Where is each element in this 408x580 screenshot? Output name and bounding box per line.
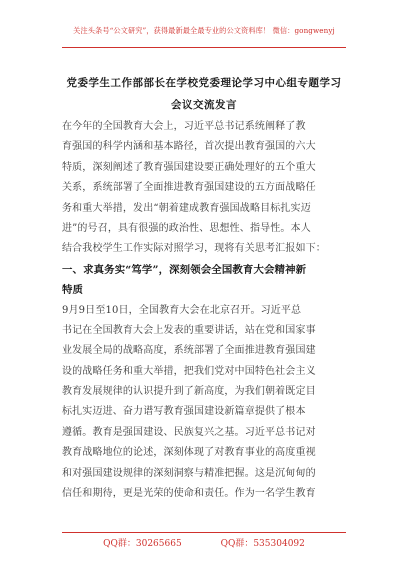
body-text-line: 书记在全国教育大会上发表的重要讲话，站在党和国家事 [62,324,316,336]
document-title-line-1: 党委学生工作部部长在学校党委理论学习中心组专题学习 [66,77,342,89]
document-body [62,117,350,504]
footer-qq-group-1: QQ群：30265665 [103,539,182,549]
body-text-line: 标扎实迈进、奋力谱写教育强国建设新篇章提供了根本 [62,406,306,418]
header-promo-note: 关注头条号“公文研究”，获得最新最全最专业的公文资料库！ 微信：gongwenyj [73,26,335,35]
body-text-line: 进”的号召，具有很强的政治性、思想性、指导性。本人 [62,222,311,234]
body-text-line: 特质，深刻阐述了教育强国建设要正确处理好的五个重大 [62,161,316,173]
body-text-line: 教育发展规律的认识提升到了新高度，为我们朝着既定目 [62,386,316,398]
footer [0,536,408,549]
body-text-line: 教育战略地位的论述，深刻体现了对教育事业的高度重视 [62,447,316,459]
body-text-line: 和对强国建设规律的深刻洞察与精准把握。这是沉甸甸的 [62,467,316,479]
body-text-line: 遵循。教育是强国建设、民族复兴之基。习近平总书记对 [62,426,316,438]
footer-divider [62,532,346,533]
body-text-line: 9月9日至10日，全国教育大会在北京召开。习近平总 [62,304,302,316]
body-text-line: 育强国的科学内涵和基本路径，首次提出教育强国的六大 [62,141,316,153]
footer-qq-group-2: QQ群：535304092 [220,539,305,549]
body-text-line: 关系，系统部署了全面推进教育强国建设的五方面战略任 [62,182,316,194]
body-text-line: 业发展全局的战略高度，系统部署了全面推进教育强国建 [62,345,316,357]
body-text-line: 设的战略任务和重大举措，把我们党对中国特色社会主义 [62,365,316,377]
section-heading-line: 一、求真务实“笃学”，深刻领会全国教育大会精神新 [62,263,307,276]
document-title-line-2: 会议交流发言 [171,99,237,111]
section-heading-line: 特质 [62,284,84,297]
header-divider [62,47,346,48]
body-text-line: 务和重大举措，发出“朝着建成教育强国战略目标扎实迈 [62,202,311,214]
body-text-line: 结合我校学生工作实际对照学习，现将有关思考汇报如下： [62,243,326,255]
body-text-line: 在今年的全国教育大会上，习近平总书记系统阐释了教 [62,121,306,132]
body-text-line: 信任和期待，更是光荣的使命和责任。作为一名学生教育 [62,488,316,500]
